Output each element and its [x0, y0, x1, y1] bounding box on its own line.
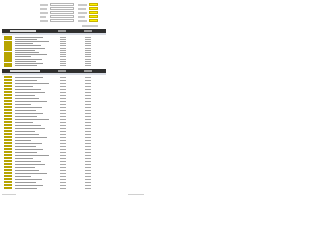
table-row: [2, 184, 106, 186]
item-value: [85, 98, 91, 99]
quantity-input[interactable]: [4, 118, 12, 120]
item-value: [85, 173, 91, 174]
item-value: [60, 188, 66, 189]
item-value: [85, 158, 91, 159]
note-text: [82, 25, 98, 27]
header-input[interactable]: [50, 11, 74, 14]
quantity-input[interactable]: [4, 172, 12, 174]
item-value: [60, 104, 66, 105]
item-value: [60, 107, 66, 108]
quantity-input[interactable]: [4, 65, 12, 67]
quantity-input[interactable]: [4, 169, 12, 171]
item-name: [15, 65, 37, 66]
table-row: [2, 175, 106, 177]
item-name: [15, 107, 42, 108]
quantity-input[interactable]: [4, 139, 12, 141]
table-row: [2, 145, 106, 147]
item-value: [60, 65, 66, 66]
table-row: [2, 160, 106, 162]
item-value: [85, 179, 91, 180]
item-name: [15, 89, 41, 90]
item-value: [60, 155, 66, 156]
quantity-input[interactable]: [4, 103, 12, 105]
item-value: [60, 134, 66, 135]
quantity-input[interactable]: [4, 163, 12, 165]
item-value: [85, 140, 91, 141]
highlighted-input[interactable]: [89, 15, 98, 18]
item-name: [15, 98, 39, 99]
item-value: [60, 161, 66, 162]
field-label: [78, 8, 86, 10]
table-row: [2, 154, 106, 156]
item-value: [60, 110, 66, 111]
field-label: [40, 12, 48, 14]
item-value: [85, 176, 91, 177]
item-value: [85, 119, 91, 120]
item-name: [15, 143, 42, 144]
item-value: [60, 140, 66, 141]
table-row: [2, 115, 106, 117]
quantity-input[interactable]: [4, 124, 12, 126]
item-value: [60, 125, 66, 126]
item-name: [15, 158, 33, 159]
table-row: [2, 82, 106, 84]
item-name: [15, 119, 49, 120]
table-row: [2, 151, 106, 153]
item-name: [15, 122, 33, 123]
item-name: [15, 146, 36, 147]
item-name: [15, 80, 37, 81]
item-value: [85, 131, 91, 132]
item-name: [15, 134, 39, 135]
table-row: [2, 127, 106, 129]
item-value: [60, 167, 66, 168]
field-label: [78, 4, 87, 6]
quantity-input[interactable]: [4, 112, 12, 114]
item-value: [60, 137, 66, 138]
item-name: [15, 140, 31, 141]
table-row: [2, 112, 106, 114]
item-name: [15, 152, 37, 153]
quantity-input[interactable]: [4, 130, 12, 132]
item-name: [15, 179, 42, 180]
item-name: [15, 149, 43, 150]
table-row: [2, 103, 106, 105]
item-name: [15, 92, 45, 93]
item-name: [15, 110, 36, 111]
footer-right: [128, 194, 144, 195]
table-row: [2, 106, 106, 108]
item-name: [15, 86, 33, 87]
item-value: [85, 134, 91, 135]
table-row: [2, 118, 106, 120]
item-name: [15, 176, 31, 177]
item-name: [15, 77, 43, 78]
item-value: [60, 164, 66, 165]
table-row: [2, 187, 106, 189]
quantity-input[interactable]: [4, 166, 12, 168]
section-1-subheader: [2, 33, 106, 35]
item-value: [60, 146, 66, 147]
table-row: [2, 76, 106, 78]
item-value: [60, 95, 66, 96]
quantity-input[interactable]: [4, 76, 12, 78]
table-row: [2, 94, 106, 96]
item-value: [85, 113, 91, 114]
item-value: [85, 104, 91, 105]
item-value: [85, 143, 91, 144]
table-row: [2, 124, 106, 126]
header-input[interactable]: [50, 3, 74, 6]
item-value: [60, 119, 66, 120]
item-value: [85, 92, 91, 93]
item-name: [15, 125, 41, 126]
item-name: [15, 167, 35, 168]
table-row: [2, 130, 106, 132]
field-label: [78, 12, 87, 14]
item-value: [85, 86, 91, 87]
item-value: [60, 143, 66, 144]
item-value: [60, 83, 66, 84]
quantity-input[interactable]: [4, 121, 12, 123]
item-value: [60, 116, 66, 117]
table-row: [2, 133, 106, 135]
item-value: [85, 161, 91, 162]
item-value: [85, 137, 91, 138]
item-value: [60, 86, 66, 87]
item-value: [85, 188, 91, 189]
table-row: [2, 136, 106, 138]
header-input[interactable]: [50, 7, 74, 10]
header-input[interactable]: [50, 19, 74, 22]
item-value: [60, 101, 66, 102]
quantity-input[interactable]: [4, 97, 12, 99]
table-row: [2, 166, 106, 168]
item-name: [15, 182, 36, 183]
item-value: [60, 152, 66, 153]
item-value: [60, 185, 66, 186]
item-value: [85, 122, 91, 123]
field-label: [78, 16, 85, 18]
item-value: [85, 116, 91, 117]
field-label: [40, 20, 48, 22]
table-row: [2, 163, 106, 165]
item-value: [60, 131, 66, 132]
quantity-input[interactable]: [4, 100, 12, 102]
item-value: [85, 152, 91, 153]
quantity-input[interactable]: [4, 79, 12, 81]
table-row: [2, 157, 106, 159]
item-value: [60, 170, 66, 171]
quantity-input[interactable]: [4, 82, 12, 84]
quantity-input[interactable]: [4, 85, 12, 87]
quantity-input[interactable]: [4, 94, 12, 96]
highlighted-input[interactable]: [89, 19, 98, 22]
quantity-input[interactable]: [4, 178, 12, 180]
table-row: [2, 178, 106, 180]
item-value: [85, 95, 91, 96]
item-name: [15, 113, 43, 114]
highlighted-input[interactable]: [89, 11, 98, 14]
table-row: [2, 79, 106, 81]
item-value: [85, 164, 91, 165]
field-label: [40, 8, 47, 10]
order-form-sheet: [0, 0, 149, 198]
item-name: [15, 128, 45, 129]
item-value: [85, 167, 91, 168]
table-row: [2, 139, 106, 141]
item-value: [85, 110, 91, 111]
table-row: [2, 172, 106, 174]
item-value: [85, 146, 91, 147]
item-value: [60, 173, 66, 174]
item-name: [15, 131, 35, 132]
quantity-input[interactable]: [4, 88, 12, 90]
quantity-input[interactable]: [4, 109, 12, 111]
field-label: [78, 20, 87, 22]
footer-left: [2, 194, 16, 195]
table-row: [2, 88, 106, 90]
item-value: [60, 176, 66, 177]
item-name: [15, 185, 43, 186]
item-value: [85, 182, 91, 183]
item-name: [15, 116, 37, 117]
quantity-input[interactable]: [4, 142, 12, 144]
item-name: [15, 161, 41, 162]
quantity-input[interactable]: [4, 133, 12, 135]
section-2-subheader: [2, 73, 106, 75]
item-value: [85, 83, 91, 84]
item-value: [60, 182, 66, 183]
table-row: [2, 109, 106, 111]
quantity-input[interactable]: [4, 145, 12, 147]
item-value: [85, 65, 91, 66]
table-row: [2, 181, 106, 183]
field-label: [40, 4, 48, 6]
field-label: [40, 16, 46, 18]
table-row: [2, 65, 106, 67]
item-value: [60, 128, 66, 129]
table-row: [2, 100, 106, 102]
quantity-input[interactable]: [4, 151, 12, 153]
item-value: [85, 101, 91, 102]
item-name: [15, 83, 49, 84]
quantity-input[interactable]: [4, 136, 12, 138]
highlighted-input[interactable]: [89, 3, 98, 6]
item-value: [85, 89, 91, 90]
item-name: [15, 104, 31, 105]
quantity-input[interactable]: [4, 127, 12, 129]
table-row: [2, 148, 106, 150]
item-value: [85, 125, 91, 126]
item-value: [85, 155, 91, 156]
item-name: [15, 95, 35, 96]
quantity-input[interactable]: [4, 154, 12, 156]
quantity-input[interactable]: [4, 115, 12, 117]
item-name: [15, 170, 39, 171]
header-input[interactable]: [50, 15, 74, 18]
table-row: [2, 85, 106, 87]
item-value: [60, 122, 66, 123]
quantity-input[interactable]: [4, 181, 12, 183]
item-value: [60, 89, 66, 90]
item-value: [60, 113, 66, 114]
item-value: [85, 185, 91, 186]
item-name: [15, 137, 47, 138]
highlighted-input[interactable]: [89, 7, 98, 10]
item-value: [85, 149, 91, 150]
quantity-input[interactable]: [4, 148, 12, 150]
item-value: [60, 77, 66, 78]
item-name: [15, 188, 37, 189]
item-value: [85, 107, 91, 108]
item-value: [60, 80, 66, 81]
table-row: [2, 121, 106, 123]
item-value: [85, 128, 91, 129]
table-row: [2, 97, 106, 99]
item-value: [60, 149, 66, 150]
item-value: [60, 158, 66, 159]
item-name: [15, 155, 49, 156]
quantity-input[interactable]: [4, 106, 12, 108]
item-name: [15, 101, 47, 102]
quantity-input[interactable]: [4, 184, 12, 186]
item-name: [15, 164, 45, 165]
item-name: [15, 173, 47, 174]
item-value: [60, 92, 66, 93]
quantity-input[interactable]: [4, 91, 12, 93]
item-value: [85, 170, 91, 171]
quantity-input[interactable]: [4, 157, 12, 159]
item-value: [85, 77, 91, 78]
quantity-input[interactable]: [4, 175, 12, 177]
item-value: [60, 98, 66, 99]
quantity-input[interactable]: [4, 160, 12, 162]
table-row: [2, 169, 106, 171]
item-value: [85, 80, 91, 81]
quantity-input[interactable]: [4, 187, 12, 189]
item-value: [60, 179, 66, 180]
table-row: [2, 91, 106, 93]
table-row: [2, 142, 106, 144]
